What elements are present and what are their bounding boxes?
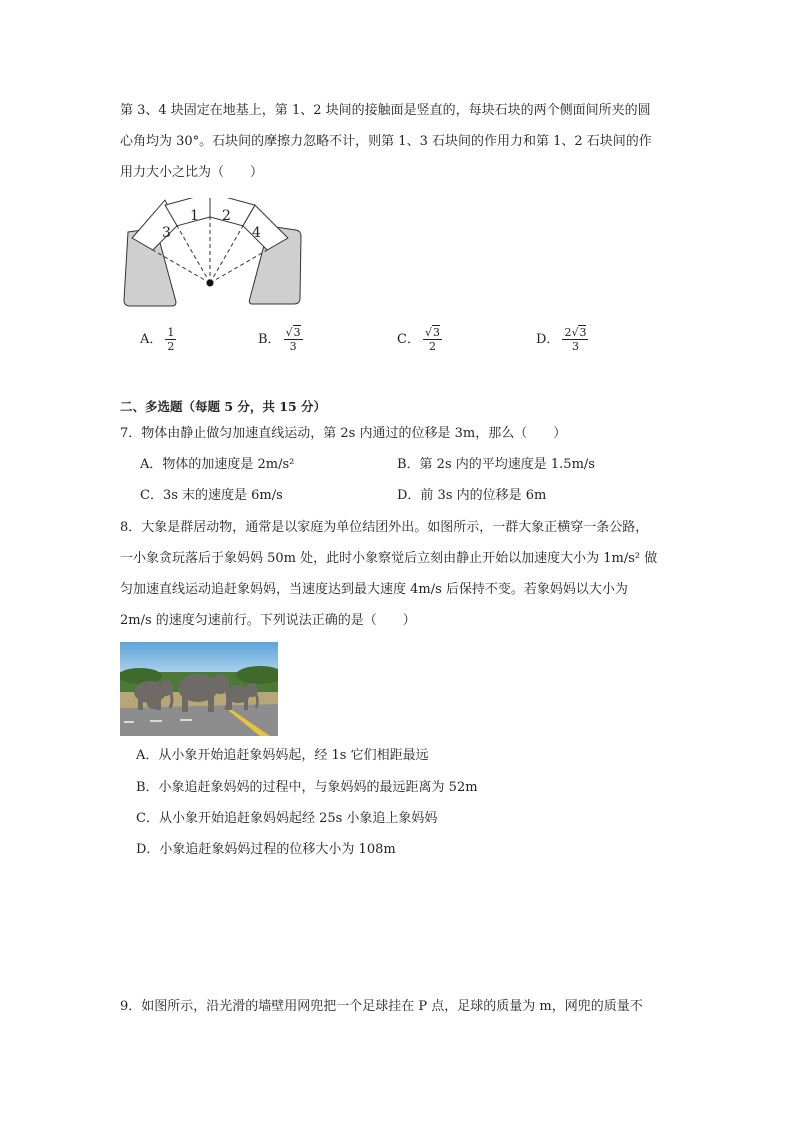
q6-option-d-fraction: $\frac{2√3}{3}$	[564, 326, 587, 353]
q7-option-a: A．物体的加速度是 2m/s²	[140, 457, 295, 472]
q7-option-d: D．前 3s 内的位移是 6m	[397, 488, 547, 503]
q7-option-c: C．3s 末的速度是 6m/s	[140, 488, 283, 503]
q6-option-c	[397, 326, 442, 353]
q8-line-1: 8．大象是群居动物，通常是以家庭为单位结团外出。如图所示，一群大象正横穿一条公路，	[120, 520, 649, 535]
stone-label-2: 2	[222, 208, 231, 224]
q8-line-2: 一小象贪玩落后于象妈妈 50m 处，此时小象察觉后立刻由静止开始以加速度大小为 1m/s² 做	[120, 551, 658, 566]
q6-option-b-fraction: $\frac{√3}{3}$	[285, 326, 301, 353]
q6-line-1: 第 3、4 块固定在地基上，第 1、2 块间的接触面是竖直的，每块石块的两个侧面间所夹的圆	[120, 103, 651, 118]
stone-label-3: 3	[162, 225, 171, 241]
arch-center-point	[207, 280, 214, 287]
q6-option-c-fraction: $\frac{√3}{2}$	[424, 326, 440, 353]
q8-option-c: C．从小象开始追赶象妈妈起经 25s 小象追上象妈妈	[136, 811, 438, 826]
q8-line-4: 2m/s 的速度匀速前行。下列说法正确的是（ ）	[120, 613, 416, 628]
q6-option-a	[140, 326, 176, 353]
q6-line-2: 心角均为 30°。石块间的摩擦力忽略不计，则第 1、3 石块间的作用力和第 1、2 石块间的作	[120, 134, 652, 149]
q8-option-d: D．小象追赶象妈妈过程的位移大小为 108m	[136, 842, 396, 857]
q8-line-3: 匀加速直线运动追赶象妈妈，当速度达到最大速度 4m/s 后保持不变。若象妈妈以大小为	[120, 582, 628, 597]
q6-option-d	[536, 326, 588, 353]
q9-line-1: 9．如图所示，沿光滑的墙壁用网兜把一个足球挂在 P 点，足球的质量为 m，网兜的质量不	[120, 999, 643, 1014]
q6-option-b	[258, 326, 303, 353]
q6-option-a-letter: A．	[140, 332, 163, 347]
stone-label-4: 4	[252, 225, 261, 241]
q6-option-b-letter: B．	[258, 332, 281, 347]
q6-option-c-letter: C．	[397, 332, 420, 347]
stone-arch-figure	[118, 198, 318, 310]
q7-stem: 7．物体由静止做匀加速直线运动，第 2s 内通过的位移是 3m，那么（ ）	[120, 426, 567, 441]
stone-label-1: 1	[190, 208, 199, 224]
q6-option-a-fraction: $\frac{1}{2}$	[167, 326, 175, 353]
q8-option-b: B．小象追赶象妈妈的过程中，与象妈妈的最远距离为 52m	[136, 780, 478, 795]
q6-line-3: 用力大小之比为（ ）	[120, 165, 264, 180]
section-heading-multiple-choice: 二、多选题（每题 5 分，共 15 分）	[120, 399, 327, 414]
q7-option-b: B．第 2s 内的平均速度是 1.5m/s	[397, 457, 595, 472]
q6-option-d-letter: D．	[536, 332, 560, 347]
elephants-crossing-road-photo	[120, 642, 278, 736]
q8-option-a: A．从小象开始追赶象妈妈起，经 1s 它们相距最远	[136, 748, 429, 763]
